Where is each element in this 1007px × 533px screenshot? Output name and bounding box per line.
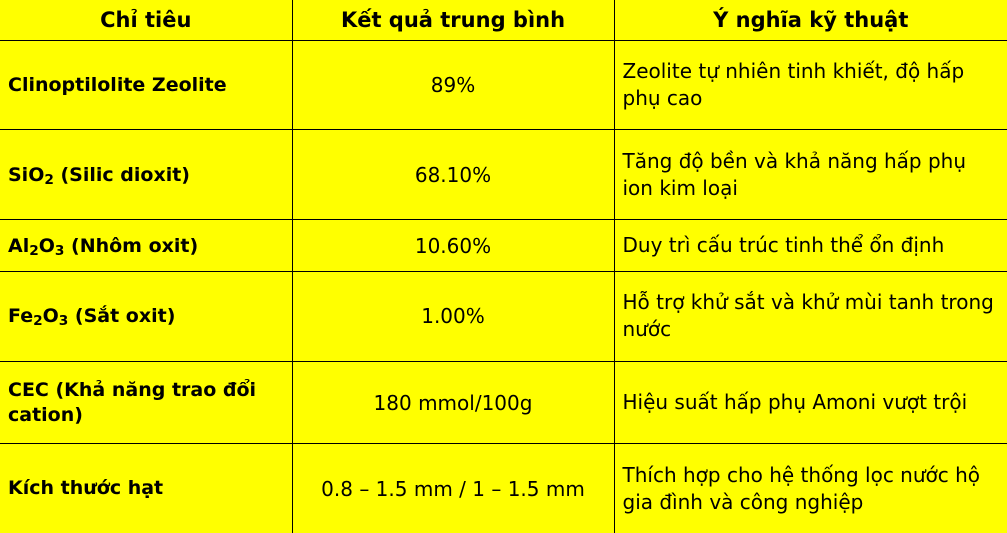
table-row (0, 220, 1007, 271)
cell-criterion (0, 130, 292, 220)
table-row (0, 130, 1007, 220)
table-row (0, 271, 1007, 361)
cell-result: 1.00% (292, 271, 614, 361)
cell-meaning: Tăng độ bền và khả năng hấp phụ ion kim loại (614, 130, 1007, 220)
table-body (0, 40, 1007, 533)
cell-result: 0.8 – 1.5 mm / 1 – 1.5 mm (292, 444, 614, 533)
criterion-text: SiO (8, 163, 45, 186)
cell-meaning: Zeolite tự nhiên tinh khiết, độ hấp phụ cao (614, 40, 1007, 130)
criterion-text-suffix: (Sắt oxit) (68, 305, 176, 328)
cell-criterion (0, 361, 292, 443)
criterion-text: Fe (8, 305, 34, 328)
table-row (0, 361, 1007, 443)
cell-meaning: Hỗ trợ khử sắt và khử mùi tanh trong nước (614, 271, 1007, 361)
criterion-subscript: 2 (44, 171, 54, 188)
cell-result: 68.10% (292, 130, 614, 220)
criterion-text: CEC (Khả năng trao đổi cation) (8, 379, 257, 426)
criterion-text: Al (8, 234, 30, 257)
header-criterion: Chỉ tiêu (0, 0, 292, 40)
cell-meaning: Hiệu suất hấp phụ Amoni vượt trội (614, 361, 1007, 443)
criterion-subscript-2: 3 (58, 313, 69, 330)
criterion-text-mid: O (42, 305, 59, 328)
criterion-text-suffix: (Nhôm oxit) (64, 234, 199, 257)
cell-criterion (0, 220, 292, 271)
criterion-subscript-2: 3 (54, 242, 65, 259)
table-header (0, 0, 1007, 40)
criterion-text-mid: O (38, 234, 55, 257)
cell-meaning: Thích hợp cho hệ thống lọc nước hộ gia đình và công nghiệp (614, 444, 1007, 533)
criterion-subscript: 2 (33, 313, 43, 330)
cell-criterion (0, 444, 292, 533)
cell-criterion (0, 40, 292, 130)
cell-result: 180 mmol/100g (292, 361, 614, 443)
criterion-text: Kích thước hạt (8, 477, 164, 500)
header-meaning: Ý nghĩa kỹ thuật (614, 0, 1007, 40)
cell-meaning: Duy trì cấu trúc tinh thể ổn định (614, 220, 1007, 271)
criterion-text: Clinoptilolite Zeolite (8, 73, 227, 96)
cell-result: 10.60% (292, 220, 614, 271)
header-result: Kết quả trung bình (292, 0, 614, 40)
cell-result: 89% (292, 40, 614, 130)
table-row (0, 444, 1007, 533)
table-header-row (0, 0, 1007, 40)
criterion-text-suffix: (Silic dioxit) (53, 163, 190, 186)
cell-criterion (0, 271, 292, 361)
table-row (0, 40, 1007, 130)
criterion-subscript: 2 (29, 242, 39, 259)
